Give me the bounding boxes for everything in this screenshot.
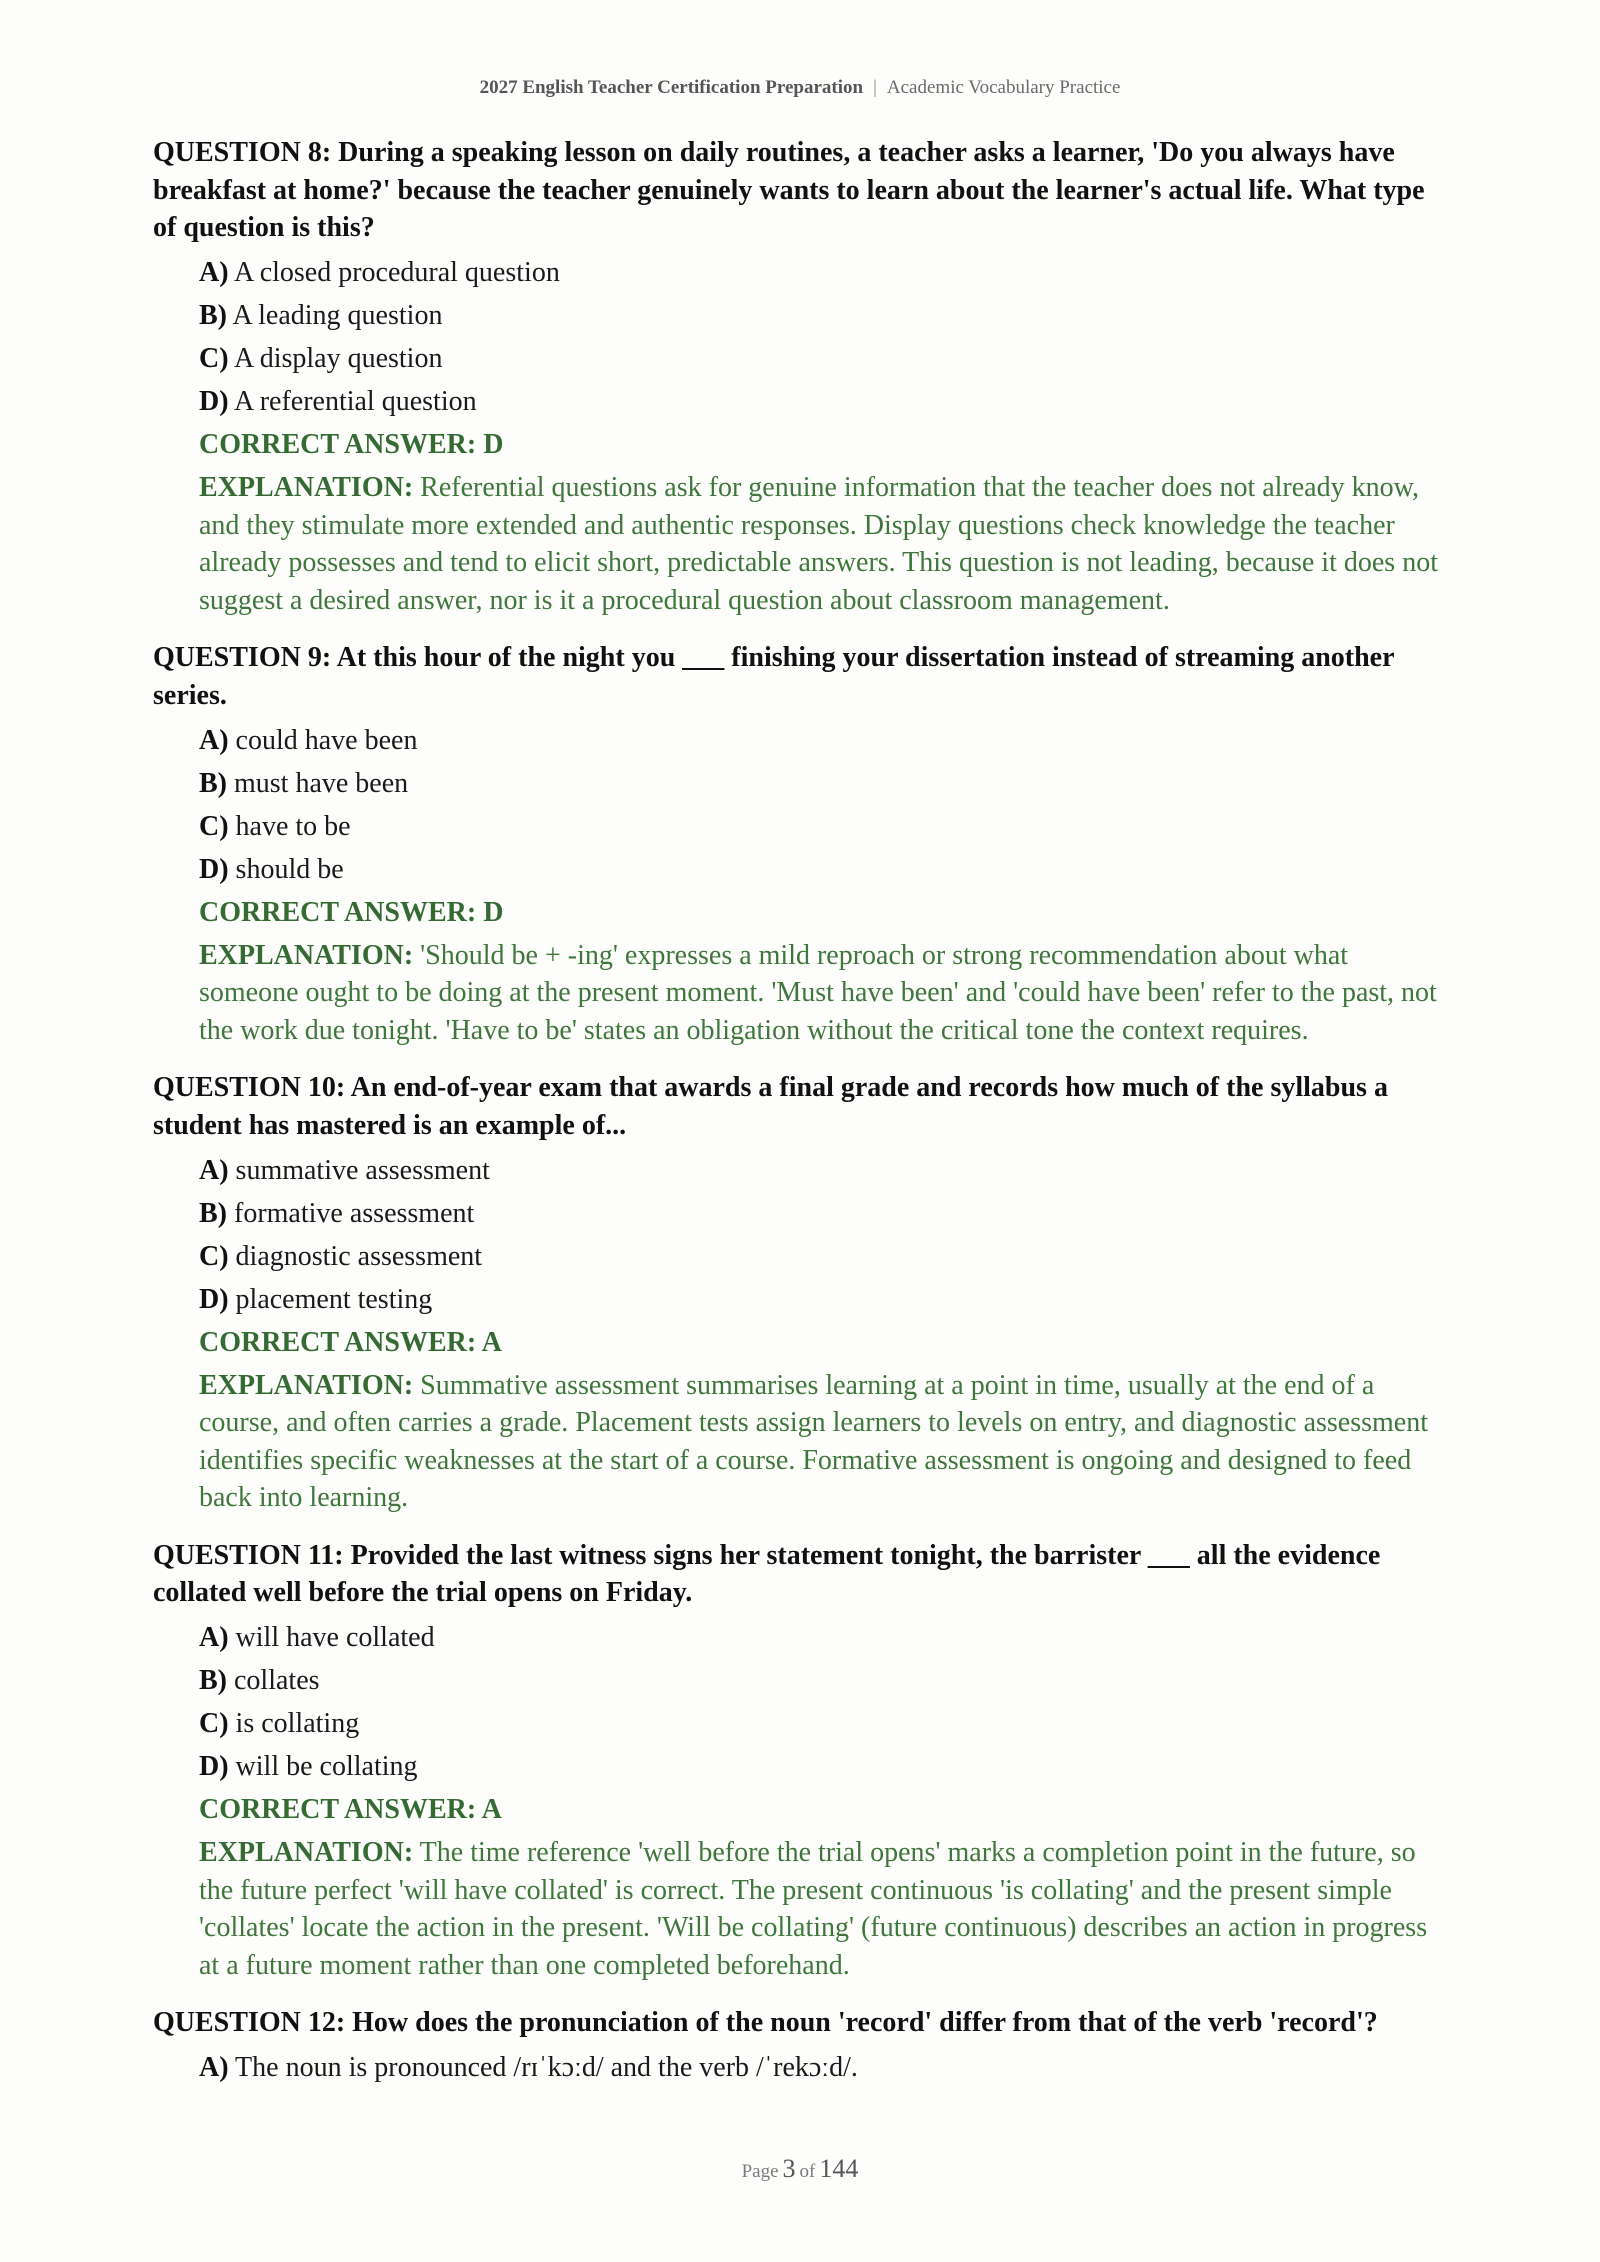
- header-subtitle: Academic Vocabulary Practice: [886, 77, 1121, 98]
- answer-option: [199, 1192, 1449, 1235]
- explanation-body: 'Should be + -ing' expresses a mild reproach or strong recommendation about what someone ought to be doing at the present moment. 'Must have been' and 'could have been' refer to the past, not the work due tonight. 'Have to be' states an obligation without the critical tone the context requires.: [199, 939, 1437, 1046]
- explanation-text: [153, 1834, 1449, 1984]
- question-text: [153, 639, 1449, 714]
- option-text: A referential question: [234, 386, 477, 417]
- option-text: The noun is pronounced /rɪˈkɔːd/ and the verb /ˈrekɔːd/.: [235, 2052, 858, 2083]
- correct-answer: CORRECT ANSWER: D: [199, 429, 504, 460]
- option-letter: B): [199, 1665, 227, 1696]
- explanation-body: Summative assessment summarises learning at a point in time, usually at the end of a course, and often carries a grade. Placement tests assign learners to levels on entry, and diagnostic assessment identifies specific weaknesses at the start of a course. Formative assessment is ongoing and designed to feed back into learning.: [199, 1369, 1429, 1513]
- question-stem: An end-of-year exam that awards a final grade and records how much of the syllabus a student has mastered is an example of...: [153, 1072, 1388, 1141]
- explanation-label: EXPLANATION:: [199, 472, 414, 503]
- question-number: QUESTION 8:: [153, 137, 332, 168]
- question-text: [153, 1537, 1449, 1612]
- question-block: [153, 639, 1449, 1049]
- option-letter: C): [199, 810, 229, 842]
- option-letter: A): [199, 1154, 229, 1186]
- question-block: [153, 134, 1449, 619]
- explanation-text: [153, 937, 1449, 1050]
- question-text: [153, 1069, 1449, 1144]
- option-text: must have been: [234, 767, 409, 799]
- explanation-body: Referential questions ask for genuine information that the teacher does not already know, and they stimulate more extended and authentic responses. Display questions check knowledge the teacher already possesses and tend to elicit short, predictable answers. This question is not leading, because it does not suggest a desired answer, nor is it a procedural question about classroom management.: [199, 472, 1438, 616]
- question-stem: At this hour of the night you ___ finishing your dissertation instead of streaming another series.: [153, 642, 1395, 711]
- option-letter: A): [199, 2052, 229, 2083]
- of-word: of: [799, 2161, 816, 2182]
- option-letter: C): [199, 343, 229, 374]
- option-text: have to be: [235, 810, 351, 842]
- header-title: 2027 English Teacher Certification Preparation: [479, 77, 864, 98]
- option-letter: B): [199, 1197, 227, 1229]
- answer-option: [199, 2046, 1449, 2089]
- answer-option: [199, 1149, 1449, 1192]
- option-text: A closed procedural question: [234, 257, 560, 288]
- answer-option: [199, 294, 1449, 337]
- option-letter: D): [199, 1283, 229, 1315]
- question-text: [153, 2004, 1449, 2042]
- options-list: [153, 1149, 1449, 1321]
- option-letter: D): [199, 1751, 229, 1782]
- answer-option: [199, 337, 1449, 380]
- answer-option: [199, 1278, 1449, 1321]
- option-text: placement testing: [235, 1283, 433, 1315]
- option-text: should be: [235, 853, 344, 885]
- answer-option: [199, 805, 1449, 848]
- correct-answer: CORRECT ANSWER: D: [199, 896, 504, 928]
- page-footer: [0, 2150, 1600, 2188]
- option-letter: A): [199, 1622, 229, 1653]
- explanation-text: [153, 469, 1449, 619]
- correct-answer: CORRECT ANSWER: A: [199, 1794, 502, 1825]
- option-text: summative assessment: [235, 1154, 490, 1186]
- answer-option: [199, 719, 1449, 762]
- answer-option: [199, 1235, 1449, 1278]
- explanation-body: The time reference 'well before the trial opens' marks a completion point in the future, so the future perfect 'will have collated' is correct. The present continuous 'is collating' and the present simple 'collates' locate the action in the present. 'Will be collating' (future continuous) describes an action in progress at a future moment rather than one completed beforehand.: [199, 1837, 1428, 1981]
- answer-option: [199, 1702, 1449, 1745]
- explanation-label: EXPLANATION:: [199, 1837, 414, 1868]
- option-text: collates: [234, 1665, 320, 1696]
- options-list: [153, 2046, 1449, 2089]
- question-number: QUESTION 10:: [153, 1072, 346, 1103]
- option-letter: B): [199, 300, 227, 331]
- question-text: [153, 134, 1449, 247]
- explanation-label: EXPLANATION:: [199, 1369, 414, 1401]
- header-separator: |: [873, 77, 877, 98]
- page-number: 3: [782, 2154, 796, 2183]
- option-text: could have been: [235, 724, 418, 756]
- correct-answer: CORRECT ANSWER: A: [199, 1326, 502, 1358]
- options-list: [153, 719, 1449, 891]
- option-letter: D): [199, 853, 229, 885]
- option-letter: C): [199, 1708, 229, 1739]
- question-block: [153, 2004, 1449, 2089]
- question-stem: How does the pronunciation of the noun 'record' differ from that of the verb 'record'?: [352, 2007, 1378, 2038]
- option-text: will have collated: [235, 1622, 435, 1653]
- question-number: QUESTION 11:: [153, 1539, 344, 1571]
- answer-option: [199, 762, 1449, 805]
- answer-option: [199, 1745, 1449, 1788]
- question-stem: During a speaking lesson on daily routines, a teacher asks a learner, 'Do you always have breakfast at home?' because the teacher genuinely wants to learn about the learner's actual life. What type of question is this?: [153, 137, 1425, 243]
- option-text: will be collating: [235, 1751, 418, 1782]
- question-number: QUESTION 12:: [153, 2007, 346, 2038]
- option-text: formative assessment: [234, 1197, 475, 1229]
- question-block: [153, 1069, 1449, 1517]
- question-number: QUESTION 9:: [153, 642, 332, 673]
- option-letter: A): [199, 257, 229, 288]
- answer-option: [199, 1659, 1449, 1702]
- option-letter: A): [199, 724, 229, 756]
- question-stem: Provided the last witness signs her statement tonight, the barrister ___ all the evidence collated well before the trial opens on Friday.: [153, 1539, 1381, 1608]
- option-letter: D): [199, 386, 229, 417]
- page-word: Page: [741, 2161, 779, 2182]
- answer-option: [199, 380, 1449, 423]
- option-text: A display question: [234, 343, 443, 374]
- answer-option: [199, 1616, 1449, 1659]
- answer-option: [199, 251, 1449, 294]
- option-text: is collating: [235, 1708, 360, 1739]
- page-total: 144: [819, 2154, 859, 2183]
- option-text: A leading question: [232, 300, 443, 331]
- running-header: [0, 75, 1600, 101]
- option-text: diagnostic assessment: [235, 1240, 483, 1272]
- option-letter: B): [199, 767, 227, 799]
- explanation-label: EXPLANATION:: [199, 939, 414, 971]
- answer-option: [199, 848, 1449, 891]
- options-list: [153, 251, 1449, 423]
- option-letter: C): [199, 1240, 229, 1272]
- options-list: [153, 1616, 1449, 1788]
- explanation-text: [153, 1367, 1449, 1517]
- question-block: [153, 1537, 1449, 1985]
- question-list: [153, 134, 1449, 2089]
